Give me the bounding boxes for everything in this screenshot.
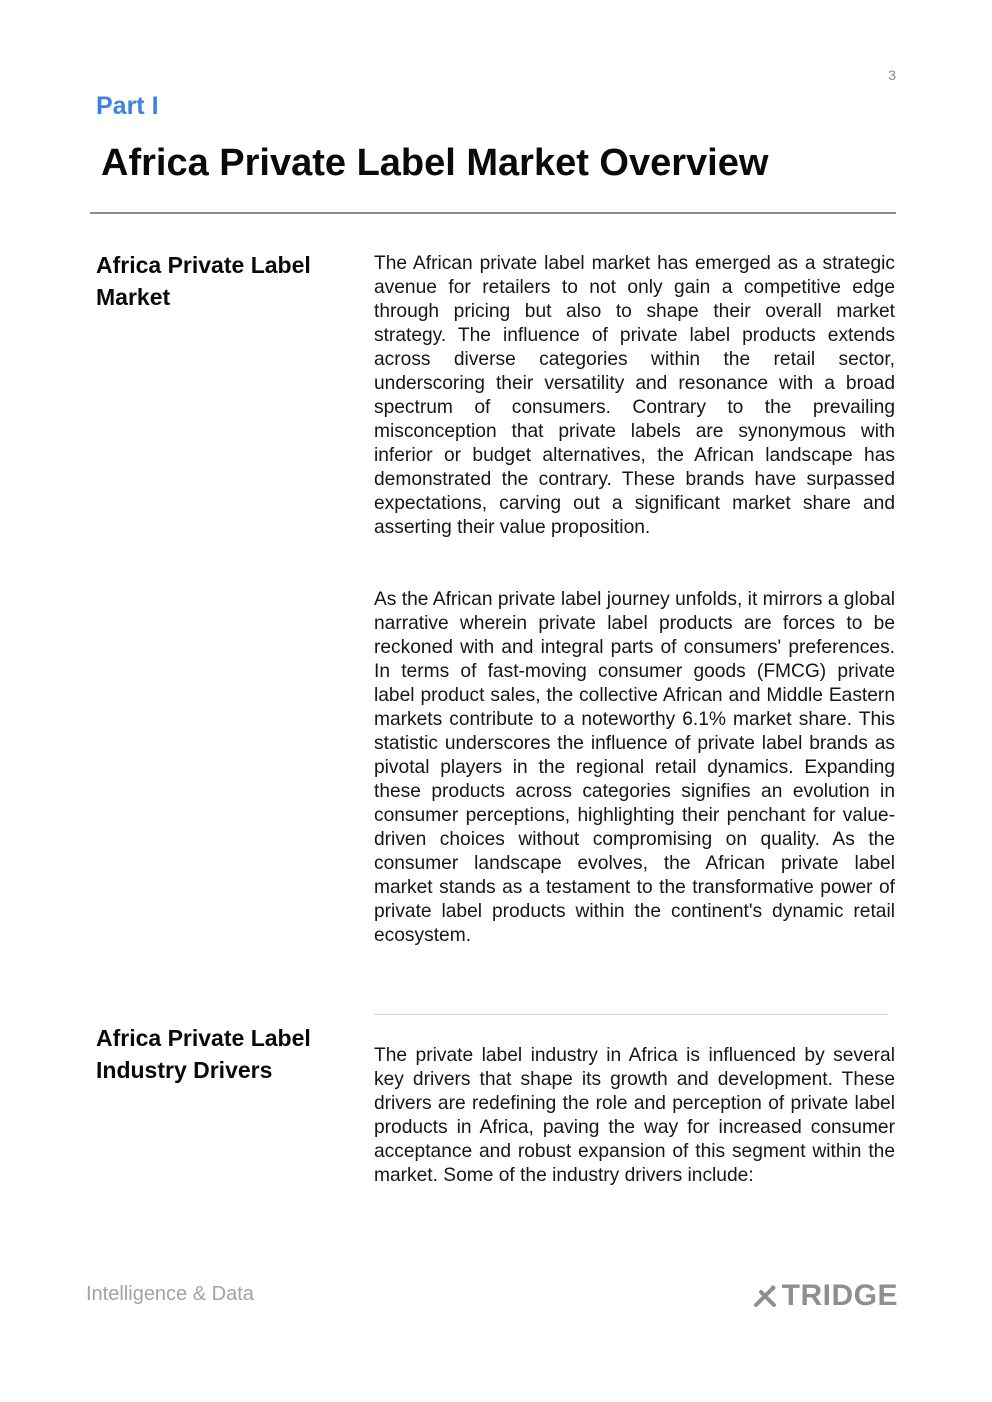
market-paragraph-2: As the African private label journey unfolds, it mirrors a global narrative wherein private label products are forces to be reckoned with and integral parts of consumers' preferences. In terms of fast-moving consumer goods (FMCG) private label product sales, the collective African and Middle Eastern markets contribute to a noteworthy 6.1% market share. This statistic underscores the influence of private label brands as pivotal players in the regional retail dynamics. Expanding these products across categories signifies an evolution in consumer perceptions, highlighting their penchant for value-driven choices without compromising on quality. As the consumer landscape evolves, the African private label market stands as a testament to the transformative power of private label products within the continent's dynamic retail ecosystem. (374, 589, 895, 946)
title-divider (90, 212, 896, 214)
brand-name: TRIDGE (781, 1279, 898, 1312)
section-heading-drivers: Africa Private Label Industry Drivers (96, 1025, 311, 1083)
page-title: Africa Private Label Market Overview (101, 142, 769, 184)
page-number: 3 (888, 67, 896, 83)
market-paragraph-1: The African private label market has emerged as a strategic avenue for retailers to not only gain a competitive edge through pricing but also to shape their overall market strategy. The influence of private label products extends across diverse categories within the retail sector, underscoring their versatility and resonance with a broad spectrum of consumers. Contrary to the prevailing misconception that private labels are synonymous with inferior or budget alternatives, the African landscape has demonstrated the contrary. These brands have surpassed expectations, carving out a significant market share and asserting their value proposition. (374, 253, 895, 538)
tridge-logo-icon (752, 1283, 778, 1309)
brand-logo (752, 1279, 898, 1313)
section-heading-market: Africa Private Label Market (96, 252, 311, 310)
part-label: Part I (96, 92, 159, 120)
section-divider (374, 1014, 888, 1015)
drivers-paragraph-1: The private label industry in Africa is influenced by several key drivers that shape its growth and development. These drivers are redefining the role and perception of private label products in Africa, paving the way for increased consumer acceptance and robust expansion of this segment within the market. Some of the industry drivers include: (374, 1045, 895, 1186)
footer-tagline: Intelligence & Data (86, 1283, 254, 1305)
